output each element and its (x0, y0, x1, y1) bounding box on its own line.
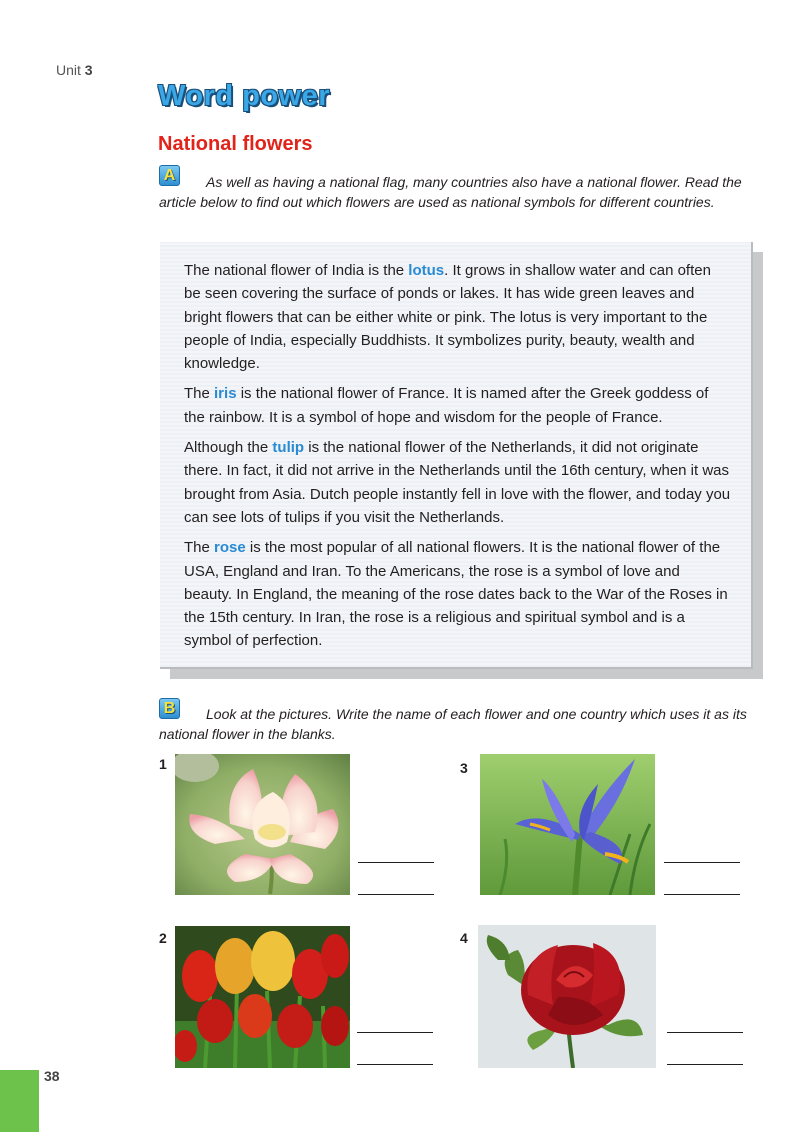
lotus-image (175, 754, 350, 895)
article-paragraph-rose: The rose is the most popular of all national flowers. It is the national flower of the USA, England and Iran. To the Americans, the rose is a symbol of love and beauty. In England, the meaning of the rose dates back to the War of the Roses in the 15th century. In Iran, the rose is a religious and spiritual symbol and is a symbol of perfection. (184, 539, 728, 650)
exercise-number-1: 1 (159, 756, 167, 772)
keyword-rose: rose (214, 539, 246, 557)
answer-blank-3-country[interactable] (664, 894, 740, 895)
section-b-badge: B (159, 698, 180, 719)
exercise-number-3: 3 (460, 760, 468, 776)
answer-blank-4-flower[interactable] (667, 1032, 743, 1033)
unit-number: 3 (84, 62, 93, 78)
exercise-number-2: 2 (159, 930, 167, 946)
answer-blank-1-flower[interactable] (358, 862, 434, 863)
article-paragraph-iris: The iris is the national flower of France. It is named after the Greek goddess of the rainbow. It is a symbol of hope and wisdom for the people of France. (184, 385, 709, 426)
exercise-number-4: 4 (460, 930, 468, 946)
page-number: 38 (44, 1068, 60, 1084)
unit-label (56, 62, 93, 78)
keyword-tulip: tulip (272, 439, 305, 457)
section-subtitle: National flowers (158, 133, 313, 155)
page-title: Word power (158, 80, 331, 112)
footer-color-bar (0, 1070, 39, 1132)
section-a-badge: A (159, 165, 180, 186)
article-paragraph-lotus: The national flower of India is the lotus. It grows in shallow water and can often be seen covering the surface of ponds or lakes. It has wide green leaves and bright flowers that can be either white or pink. The lotus is very important to the people of India, especially Buddhists. It symbolizes purity, beauty, wealth and knowledge. (184, 262, 711, 373)
answer-blank-1-country[interactable] (358, 894, 434, 895)
tulip-image (175, 926, 350, 1068)
article-paragraph-tulip: Although the tulip is the national flower of the Netherlands, it did not originate there. In fact, it did not arrive in the Netherlands until the 16th century, when it was brought from Asia. Dutch people instantly fell in love with the flower, and today you can see lots of tulips if you visit the Netherlands. (184, 439, 731, 526)
answer-blank-4-country[interactable] (667, 1064, 743, 1065)
unit-word: Unit (56, 62, 81, 78)
article-box (160, 242, 753, 669)
iris-image (480, 754, 655, 895)
answer-blank-2-flower[interactable] (357, 1032, 433, 1033)
section-a-instruction: As well as having a national flag, many countries also have a national flower. Read the article below to find out which flowers are used as national symbols for different countries. (159, 174, 742, 210)
rose-image (478, 925, 656, 1068)
section-b-instruction: Look at the pictures. Write the name of each flower and one country which uses it as its national flower in the blanks. (159, 706, 747, 742)
answer-blank-2-country[interactable] (357, 1064, 433, 1065)
keyword-lotus: lotus (408, 262, 445, 279)
answer-blank-3-flower[interactable] (664, 862, 740, 863)
keyword-iris: iris (214, 385, 237, 403)
